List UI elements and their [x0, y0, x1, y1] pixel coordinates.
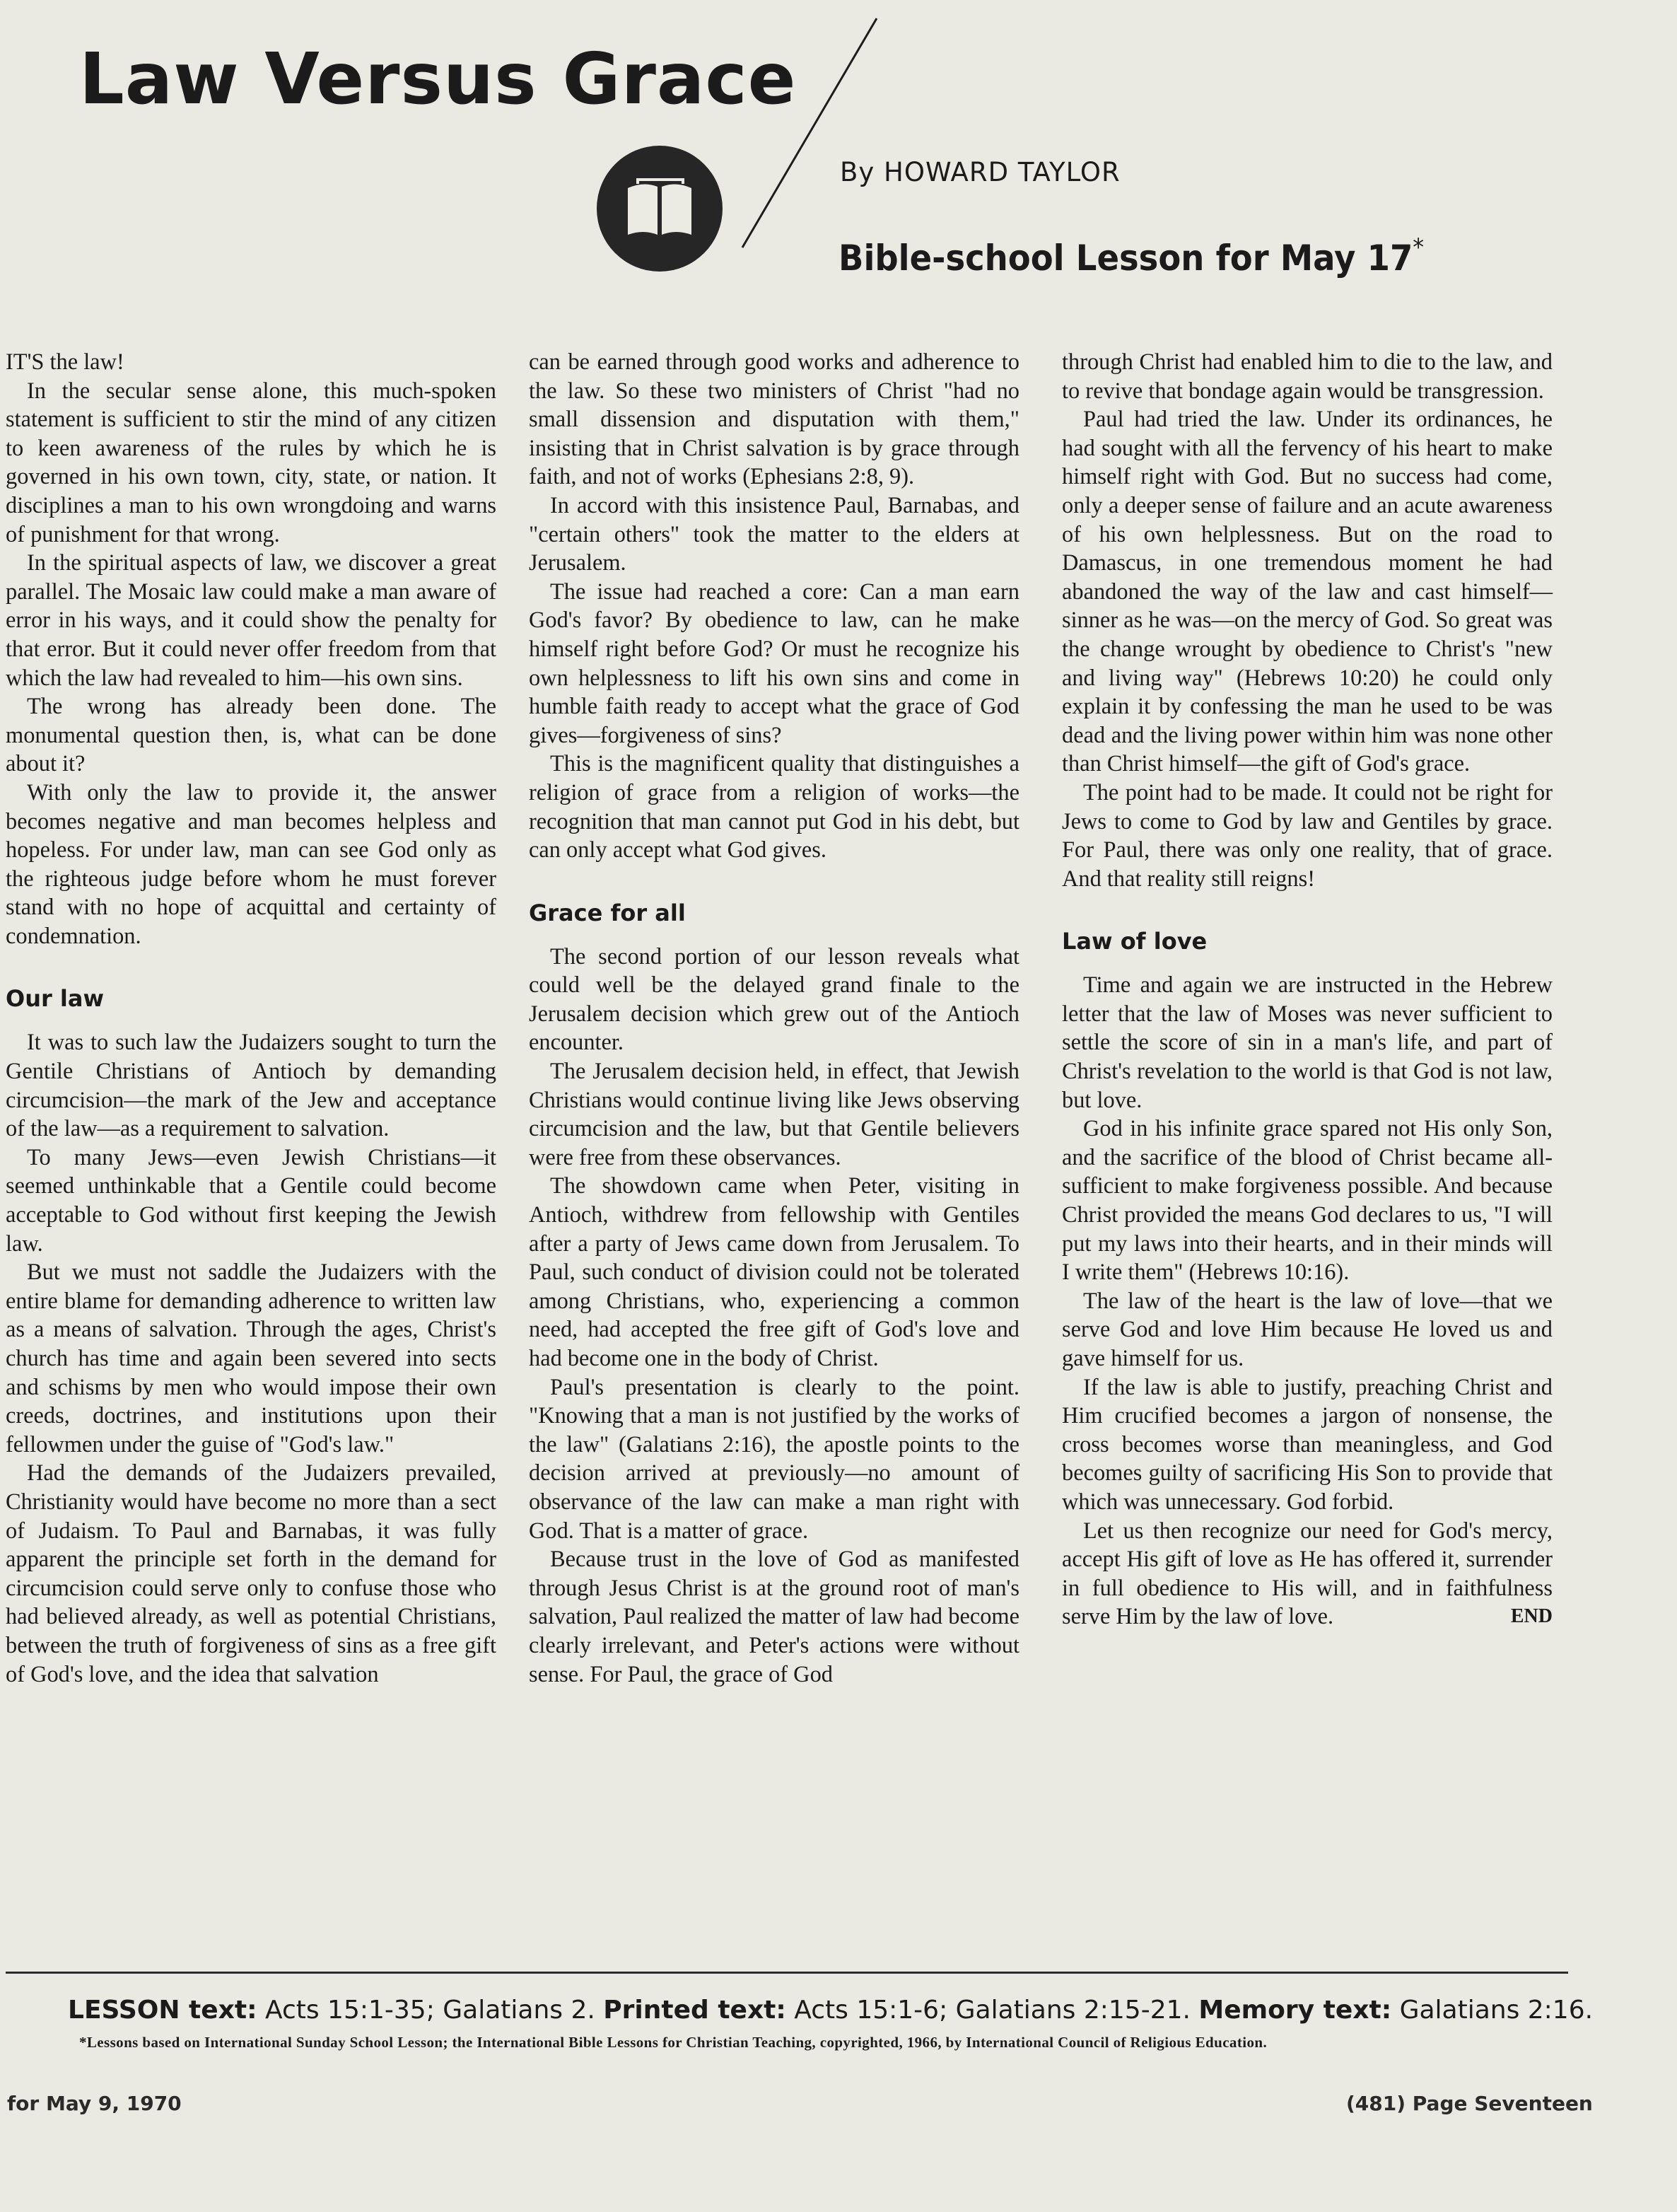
paragraph-final: [1062, 1517, 1553, 1631]
paragraph: can be earned through good works and adherence to the law. So these two ministers of Christ "had no small dissension and disputation with them," insisting that in Christ salvation is by grace through faith, and not of works (Ephesians 2:8, 9).: [529, 349, 1019, 490]
end-mark: END: [1510, 1605, 1553, 1628]
article-column-1: [6, 348, 496, 1689]
paragraph: In the secular sense alone, this much-spoken statement is sufficient to stir the mind of any citizen to keen awareness of the rules by which he is governed in his own town, city, state, or nation. It disciplines a man to his own wrongdoing and warns of punishment for that wrong.: [6, 378, 496, 547]
paragraph: Time and again we are instructed in the Hebrew letter that the law of Moses was never sufficient to settle the score of sin in a man's life, and part of Christ's revelation to the world is that God is not law, but love.: [1062, 972, 1553, 1113]
paragraph: The wrong has already been done. The monumental question then, is, what can be done about it?: [6, 694, 496, 777]
paragraph: But we must not saddle the Judaizers with the entire blame for demanding adherence to written law as a means of salvation. Through the ages, Christ's church has time and again been severed into sects and schisms by men who would impose their own creeds, doctrines, and institutions upon their fellowmen under the guise of "God's law.": [6, 1259, 496, 1457]
paragraph: The point had to be made. It could not be right for Jews to come to God by law and Gentiles by grace. For Paul, there was only one reality, that of grace. And that reality still reigns!: [1062, 779, 1553, 892]
lesson-text-value: Acts 15:1-35; Galatians 2.: [264, 1996, 595, 2025]
lesson-date-heading: [838, 233, 1425, 279]
section-heading-grace-for-all: Grace for all: [529, 899, 686, 926]
paragraph: The issue had reached a core: Can a man earn God's favor? By obedience to law, can he make himself right before God? Or must he recognize his own helplessness to lift his own sins and come in humble faith ready to accept what the grace of God gives—forgiveness of sins?: [529, 578, 1019, 748]
paragraph: This is the magnificent quality that distinguishes a religion of grace from a religion of works—the recognition that man cannot put God in his debt, but can only accept what God gives.: [529, 751, 1019, 863]
lesson-date-text: Bible-school Lesson for May 17: [838, 238, 1413, 279]
decorative-slash: [735, 14, 891, 255]
lesson-references: [68, 1996, 1594, 2025]
section-heading-law-of-love: Law of love: [1062, 928, 1208, 955]
section-heading-our-law: Our law: [6, 985, 105, 1013]
paragraph: God in his infinite grace spared not His only Son, and the sacrifice of the blood of Christ became all-sufficient to make forgiveness possible. And because Christ provided the means God declares to us, "I will put my laws into their hearts, and in their minds will I write them" (Hebrews 10:16).: [1062, 1116, 1553, 1286]
divider-rule: [6, 1972, 1568, 1974]
printed-text-label: Printed text:: [603, 1996, 786, 2025]
issue-date: for May 9, 1970: [7, 2092, 182, 2115]
paragraph-text: Let us then recognize our need for God's mercy, accept His gift of love as He has offered it, surrender in full obedience to His will, and in faithfulness serve Him by the law of love.: [1062, 1518, 1553, 1630]
paragraph: Had the demands of the Judaizers prevailed, Christianity would have become no more than a sect of Judaism. To Paul and Barnabas, it was fully apparent the principle set forth in the demand for circumcision could serve only to confuse those who had believed already, as well as potential Christians, between the truth of forgiveness of sins as a free gift of God's love, and the idea that salvation: [6, 1460, 496, 1687]
byline: By HOWARD TAYLOR: [840, 157, 1121, 187]
open-book-icon: [595, 144, 724, 273]
article-column-2: [529, 348, 1019, 1689]
paragraph: In the spiritual aspects of law, we discover a great parallel. The Mosaic law could make a man aware of error in his ways, and it could show the penalty for that error. But it could never offer freedom from that which the law had revealed to him—his own sins.: [6, 550, 496, 691]
paragraph: To many Jews—even Jewish Christians—it seemed unthinkable that a Gentile could become acceptable to God without first keeping the Jewish law.: [6, 1144, 496, 1257]
paragraph: IT'S the law!: [6, 349, 124, 375]
printed-text-value: Acts 15:1-6; Galatians 2:15-21.: [794, 1996, 1191, 2025]
footnote: *Lessons based on International Sunday School Lesson; the International Bible Lessons for Christian Teaching, copyrighted, 1966, by International Council of Religious Education.: [79, 2034, 1268, 2051]
paragraph: The second portion of our lesson reveals what could well be the delayed grand finale to the Jerusalem decision which grew out of the Antioch encounter.: [529, 943, 1019, 1056]
article-column-3: [1062, 348, 1553, 1631]
memory-text-label: Memory text:: [1198, 1996, 1392, 2025]
paragraph: The law of the heart is the law of love—that we serve God and love Him because He loved us and gave himself for us.: [1062, 1288, 1553, 1371]
paragraph: Paul had tried the law. Under its ordinances, he had sought with all the fervency of his heart to make himself right with God. But no success had come, only a deeper sense of failure and an acute awareness of his own helplessness. But on the road to Damascus, in one tremendous moment he had abandoned the way of the law and cast himself—sinner as he was—on the mercy of God. So great was the change wrought by obedience to Christ's "new and living way" (Hebrews 10:20) he could only explain it by confessing the man he used to be was dead and the living power within him was none other than Christ himself—the gift of God's grace.: [1062, 407, 1553, 777]
paragraph: through Christ had enabled him to die to the law, and to revive that bondage again would be transgression.: [1062, 349, 1553, 404]
footnote-marker: *: [1413, 233, 1425, 262]
paragraph: The Jerusalem decision held, in effect, that Jewish Christians would continue living like Jews observing circumcision and the law, but that Gentile believers were free from these observances.: [529, 1059, 1019, 1170]
article-title: Law Versus Grace: [79, 37, 797, 120]
paragraph: It was to such law the Judaizers sought to turn the Gentile Christians of Antioch by demanding circumcision—the mark of the Jew and acceptance of the law—as a requirement to salvation.: [6, 1030, 496, 1142]
page-number: (481) Page Seventeen: [1346, 2092, 1593, 2115]
paragraph: With only the law to provide it, the answer becomes negative and man becomes helpless and hopeless. For under law, man can see God only as the righteous judge before whom he must forever stand with no hope of acquittal and certainty of condemnation.: [6, 779, 496, 949]
paragraph: Because trust in the love of God as manifested through Jesus Christ is at the ground root of man's salvation, Paul realized the matter of law had become clearly irrelevant, and Peter's actions were without sense. For Paul, the grace of God: [529, 1547, 1019, 1687]
paragraph: In accord with this insistence Paul, Barnabas, and "certain others" took the matter to the elders at Jerusalem.: [529, 492, 1019, 576]
paragraph: Paul's presentation is clearly to the point. "Knowing that a man is not justified by the works of the law" (Galatians 2:16), the apostle points to the decision arrived at previously—no amount of observance of the law can make a man right with God. That is a matter of grace.: [529, 1374, 1019, 1544]
memory-text-value: Galatians 2:16.: [1399, 1996, 1594, 2025]
paragraph: If the law is able to justify, preaching Christ and Him crucified becomes a jargon of nonsense, the cross becomes worse than meaningless, and God becomes guilty of sacrificing His Son to provide that which was unnecessary. God forbid.: [1062, 1374, 1553, 1515]
lesson-text-label: LESSON text:: [68, 1996, 257, 2025]
paragraph: The showdown came when Peter, visiting in Antioch, withdrew from fellowship with Gentiles after a party of Jews came down from Jerusalem. To Paul, such conduct of division could not be tolerated among Christians, who, experiencing a common need, had accepted the free gift of God's love and had become one in the body of Christ.: [529, 1173, 1019, 1371]
